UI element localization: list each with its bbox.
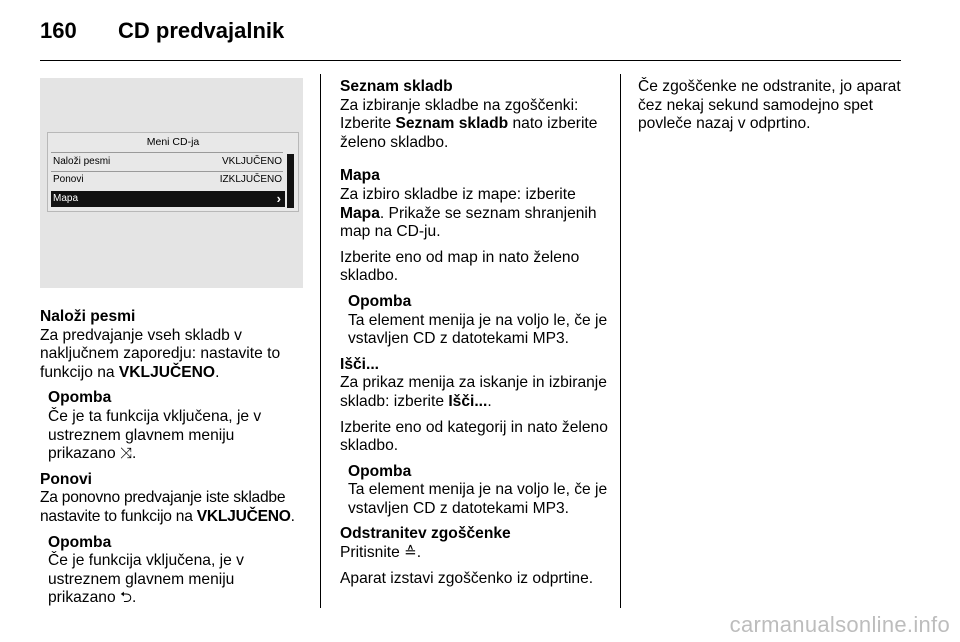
note-heading: Opomba xyxy=(348,462,412,480)
note-heading: Opomba xyxy=(48,389,112,407)
header-rule xyxy=(40,60,901,61)
search-paragraph-2: Izberite eno od kategorij in nato želeno skladbo. xyxy=(340,418,608,455)
menu-row-shuffle[interactable] xyxy=(51,154,285,170)
page-header xyxy=(40,16,920,50)
menu-row-repeat[interactable] xyxy=(51,172,285,188)
note-text: Če je ta funkcija vključena, je v ustreznem glavnem meniju prikazano ⤨. xyxy=(48,407,262,463)
eject-paragraph: Pritisnite ≙. xyxy=(340,544,422,562)
note-heading: Opomba xyxy=(48,533,112,551)
menu-scrollbar[interactable] xyxy=(287,154,294,208)
note-text: Če je funkcija vključena, je v ustreznem glavnem meniju prikazano ⮌. xyxy=(48,552,244,607)
shuffle-note xyxy=(48,389,306,463)
page-number: 160 xyxy=(40,18,77,43)
repeat-note xyxy=(48,534,306,608)
column-divider xyxy=(620,74,621,608)
menu-row-value: IZKLJUČENO xyxy=(219,174,282,185)
search-note xyxy=(348,463,608,519)
eject-paragraph-2: Aparat izstavi zgoščenko iz odprtine. xyxy=(340,569,594,587)
chapter-title: CD predvajalnik xyxy=(118,18,285,43)
column-3 xyxy=(638,78,908,141)
folder-note xyxy=(348,293,608,349)
menu-divider xyxy=(51,152,283,153)
shuffle-heading: Naloži pesmi xyxy=(40,308,136,325)
cd-menu-screen xyxy=(47,132,299,212)
repeat-icon: ⮌ xyxy=(119,589,132,607)
shuffle-icon: ⤨ xyxy=(119,445,132,463)
eject-heading: Odstranitev zgoščenke xyxy=(340,525,511,543)
column-divider xyxy=(320,74,321,608)
tracklist-paragraph: Za izbiranje skladbe na zgoščenki: Izberite Seznam skladb nato izberite želeno skladbo. xyxy=(340,96,598,151)
screen-title: Meni CD-ja xyxy=(146,136,200,148)
folder-paragraph: Za izbiro skladbe iz mape: izberite Mapa. Prikaže se seznam shranjenih map na CD-ju. xyxy=(340,185,597,241)
column-1 xyxy=(40,308,306,615)
folder-paragraph-2: Izberite eno od map in nato želeno skladbo. xyxy=(340,248,580,285)
folder-heading: Mapa xyxy=(340,167,380,185)
column-2 xyxy=(340,78,608,595)
menu-row-label: Ponovi xyxy=(53,174,84,185)
menu-row-folder[interactable] xyxy=(51,191,285,207)
menu-row-label: Naloži pesmi xyxy=(53,156,111,167)
cd-menu-figure xyxy=(40,78,303,288)
eject-continuation-paragraph: Če zgoščenke ne odstranite, jo aparat čez nekaj sekund samodejno spet povleče nazaj v odprtino. xyxy=(638,78,901,133)
repeat-heading: Ponovi xyxy=(40,470,92,488)
eject-icon: ≙ xyxy=(404,544,417,562)
watermark: carmanualsonline.info xyxy=(729,612,950,637)
note-text: Ta element menija je na voljo le, če je vstavljen CD z datotekami MP3. xyxy=(348,311,608,348)
shuffle-paragraph: Za predvajanje vseh skladb v naključnem zaporedju: nastavite to funkcijo na VKLJUČENO. xyxy=(40,326,281,381)
repeat-paragraph: Za ponovno predvajanje iste skladbe nastavite to funkcijo na VKLJUČENO. xyxy=(40,489,295,525)
tracklist-heading: Seznam skladb xyxy=(340,78,453,95)
menu-row-value: VKLJUČENO xyxy=(221,156,282,167)
search-heading: Išči... xyxy=(340,355,380,373)
chevron-right-icon: › xyxy=(276,191,281,206)
note-heading: Opomba xyxy=(348,292,412,310)
note-text: Ta element menija je na voljo le, če je vstavljen CD z datotekami MP3. xyxy=(348,481,608,517)
menu-row-label: Mapa xyxy=(53,193,79,204)
search-paragraph: Za prikaz menija za iskanje in izbiranje skladb: izberite Išči.... xyxy=(340,374,607,410)
